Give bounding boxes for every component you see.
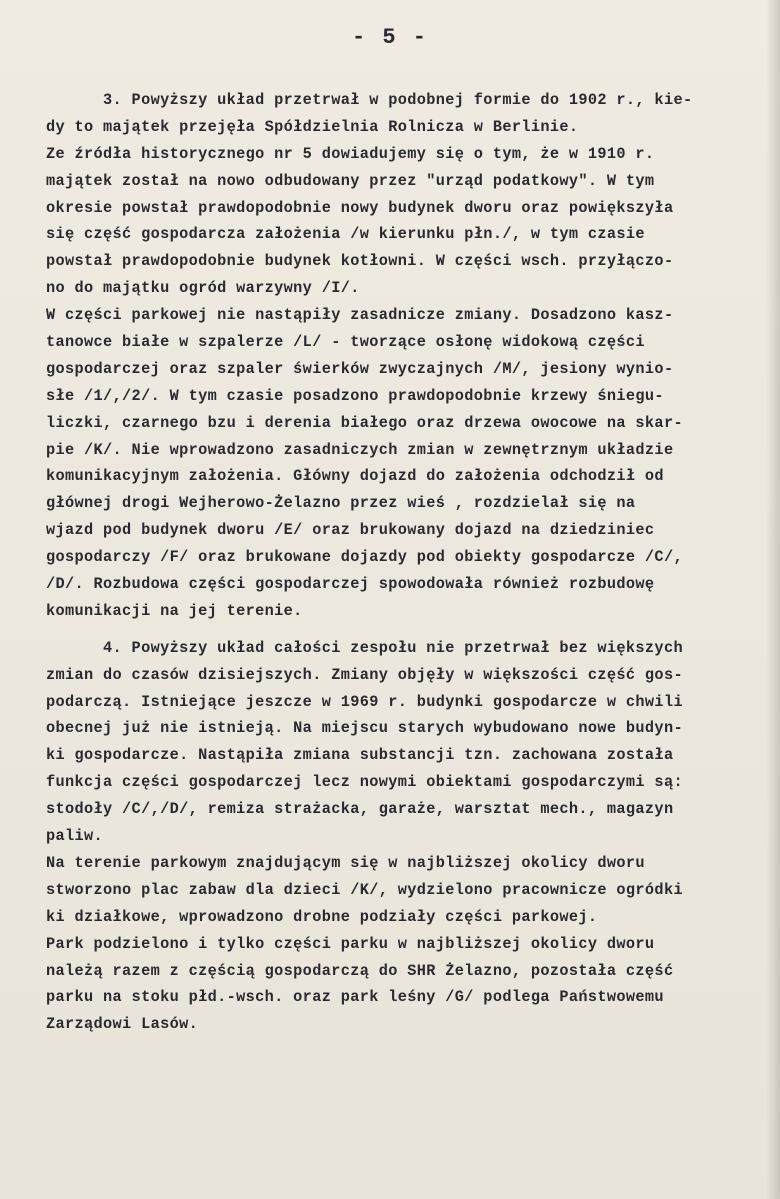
document-body [46,87,776,1038]
paragraph-4 [46,635,776,1038]
text-line: Na terenie parkowym znajdującym się w najbliższej okolicy dworu [46,853,645,872]
text-line: paliw. [46,827,104,846]
text-line: Zarządowi Lasów. [46,1015,199,1034]
text-line: tanowce białe w szpalerze /L/ - tworzące osłonę widokową części [46,333,645,352]
text-line: zmian do czasów dzisiejszych. Zmiany objęły w większości część gos- [46,665,683,684]
text-line: wjazd pod budynek dworu /E/ oraz brukowany dojazd na dziedziniec [46,521,655,540]
text-line: ki działkowe, wprowadzono drobne podziały części parkowej. [46,907,598,926]
text-line: Ze źródła historycznego nr 5 dowiadujemy się o tym, że w 1910 r. [46,144,655,163]
text-line: dy to majątek przejęła Spółdzielnia Rolnicza w Berlinie. [46,117,579,136]
text-line: funkcja części gospodarczej lecz nowymi obiektami gospodarczymi są: [46,773,683,792]
text-line: /D/. Rozbudowa części gospodarczej spowodowała również rozbudowę [46,575,655,594]
text-line: słe /1/,/2/. W tym czasie posadzono prawdopodobnie krzewy śniegu- [46,386,664,405]
text-line: pie /K/. Nie wprowadzono zasadniczych zmian w zewnętrznym układzie [46,440,674,459]
text-line: gospodarczej oraz szpaler świerków zwyczajnych /M/, jesiony wynio- [46,359,674,378]
text-line: 3. Powyższy układ przetrwał w podobnej formie do 1902 r., kie- [46,91,693,109]
text-line: no do majątku ogród warzywny /I/. [46,279,360,298]
text-line: parku na stoku płd.-wsch. oraz park leśny /G/ podlega Państwowemu [46,988,664,1007]
text-line: gospodarczy /F/ oraz brukowane dojazdy pod obiekty gospodarcze /C/, [46,548,683,567]
text-line: W części parkowej nie nastąpiły zasadnicze zmiany. Dosadzono kasz- [46,306,674,325]
text-line: Park podzielono i tylko części parku w najbliższej okolicy dworu [46,934,655,953]
text-line: stodoły /C/,/D/, remiza strażacka, garaże, warsztat mech., magazyn [46,800,674,819]
text-line: majątek został na nowo odbudowany przez "urząd podatkowy". W tym [46,171,655,190]
text-line: podarczą. Istniejące jeszcze w 1969 r. budynki gospodarcze w chwili [46,692,683,711]
page-number: - 5 - [351,25,428,50]
text-line: należą razem z częścią gospodarczą do SHR Żelazno, pozostała część [46,961,674,980]
text-line: stworzono plac zabaw dla dzieci /K/, wydzielono pracownicze ogródki [46,880,683,899]
text-line: obecnej już nie istnieją. Na miejscu starych wybudowano nowe budyn- [46,719,683,738]
text-line: powstał prawdopodobnie budynek kotłowni. W części wsch. przyłączo- [46,252,674,271]
text-line: komunikacji na jej terenie. [46,601,303,620]
paragraph-3 [46,87,776,625]
text-line: ki gospodarcze. Nastąpiła zmiana substancji tzn. zachowana została [46,746,674,765]
text-line: liczki, czarnego bzu i derenia białego oraz drzewa owocowe na skar- [46,413,683,432]
text-line: okresie powstał prawdopodobnie nowy budynek dworu oraz powiększyła [46,198,674,217]
paragraph-gap [46,625,776,635]
text-line: komunikacyjnym założenia. Główny dojazd do założenia odchodził od [46,467,664,486]
text-line: się część gospodarcza założenia /w kierunku płn./, w tym czasie [46,225,645,244]
text-line: 4. Powyższy układ całości zespołu nie przetrwał bez większych [46,638,683,657]
text-line: głównej drogi Wejherowo-Żelazno przez wieś , rozdzielał się na [46,494,636,513]
